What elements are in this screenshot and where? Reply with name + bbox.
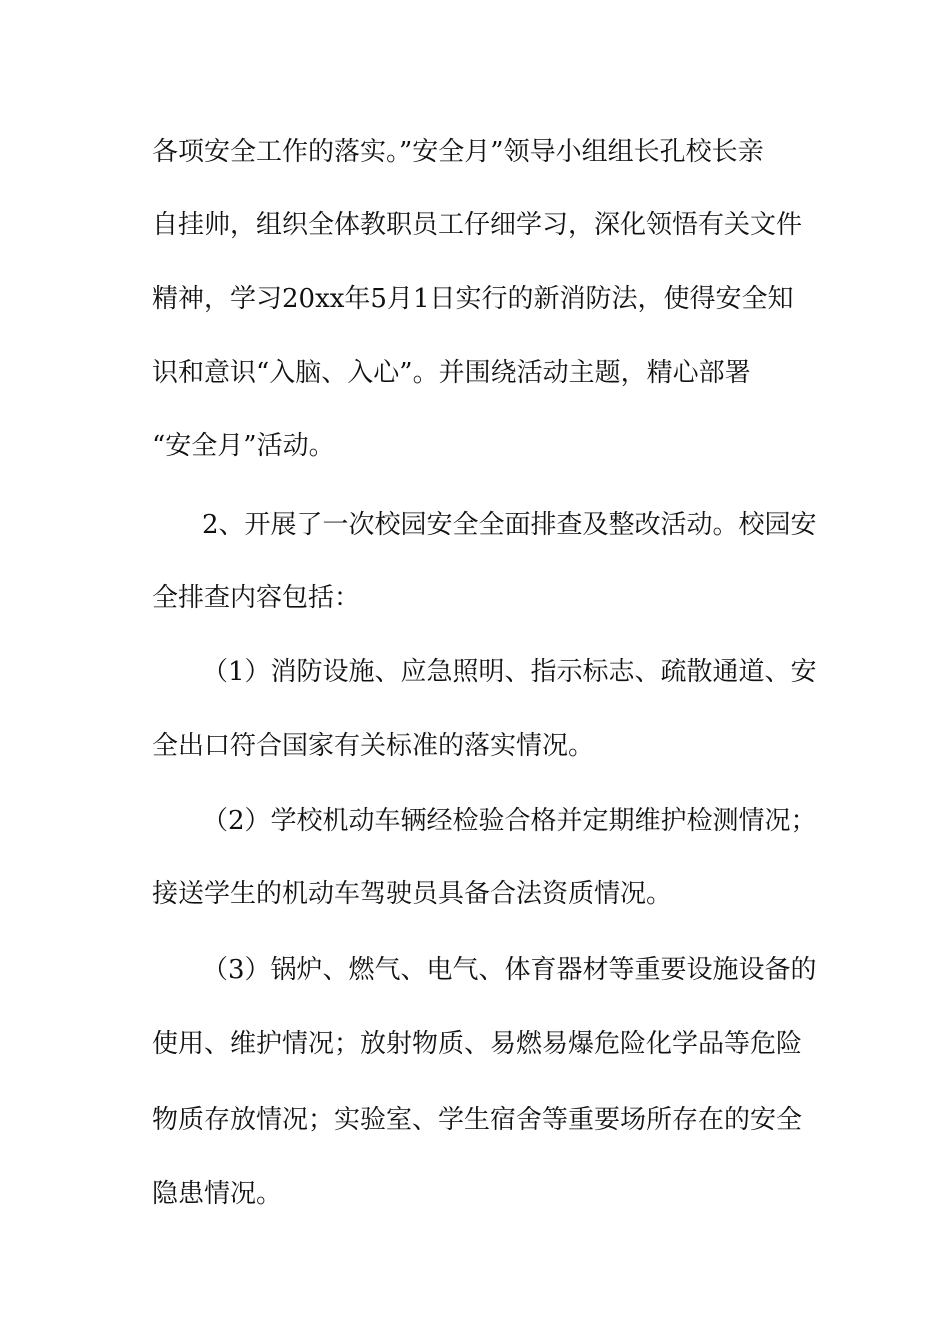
list-item-line: 使用、维护情况；放射物质、易燃易爆危险化学品等危险 (152, 1029, 803, 1059)
paragraph-line: “安全月”活动。 (152, 431, 335, 461)
list-item-line: 全出口符合国家有关标准的落实情况。 (152, 731, 595, 761)
paragraph-line: 各项安全工作的落实。”安全月”领导小组组长孔校长亲 (152, 137, 764, 167)
paragraph-line: 全排查内容包括： (152, 583, 361, 613)
paragraph-line: 识和意识“入脑、入心”。并围绕活动主题，精心部署 (152, 358, 751, 388)
list-item-line: 物质存放情况；实验室、学生宿舍等重要场所存在的安全 (152, 1105, 803, 1135)
list-item-line: （2）学校机动车辆经检验合格并定期维护检测情况； (202, 806, 817, 836)
paragraph-line: 精神，学习20xx年5月1日实行的新消防法，使得安全知 (152, 284, 794, 314)
paragraph-line: 2、开展了一次校园安全全面排查及整改活动。校园安 (202, 510, 817, 540)
list-item-line: （1）消防设施、应急照明、指示标志、疏散通道、安 (202, 657, 817, 687)
list-item-line: 隐患情况。 (152, 1179, 283, 1209)
list-item-line: 接送学生的机动车驾驶员具备合法资质情况。 (152, 879, 673, 909)
list-item-line: （3）锅炉、燃气、电气、体育器材等重要设施设备的 (202, 955, 817, 985)
paragraph-line: 自挂帅，组织全体教职员工仔细学习，深化领悟有关文件 (152, 210, 803, 240)
